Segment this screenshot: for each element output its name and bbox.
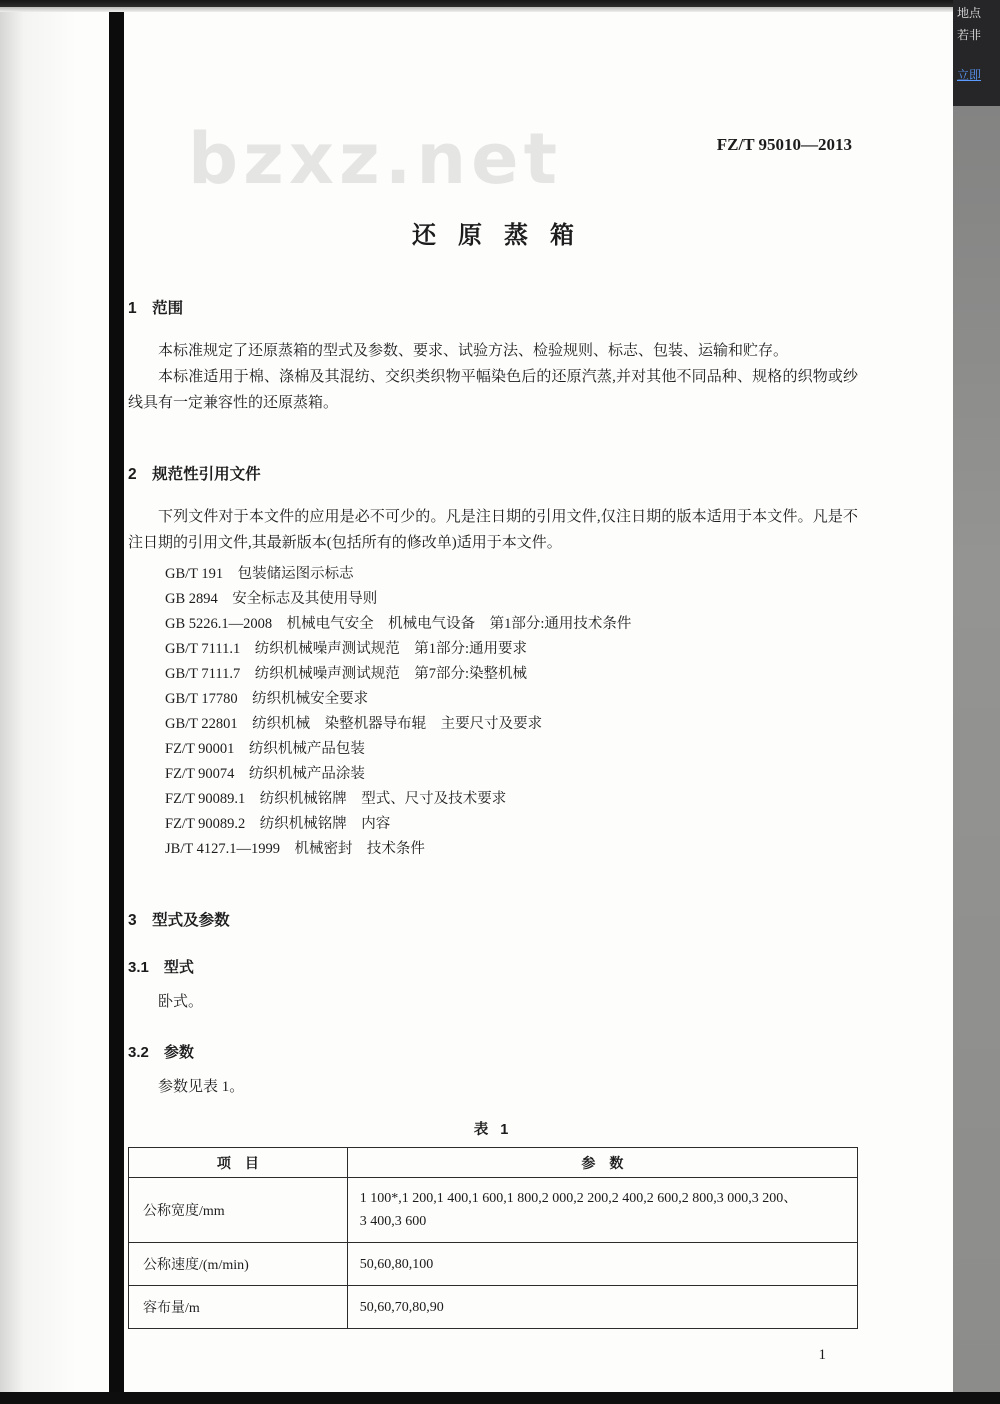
section-3-2-heading: 3.2 参数 <box>128 1044 194 1061</box>
section-3-heading: 3 型式及参数 <box>128 912 230 929</box>
reference-item: FZ/T 90001 纺织机械产品包装 <box>165 741 365 757</box>
table-row <box>129 1286 858 1329</box>
scan-top-streak <box>0 7 953 12</box>
scan-bottom-edge <box>0 1392 1000 1404</box>
watermark: bzxz.net <box>188 118 563 200</box>
section-2-intro: 下列文件对于本文件的应用是必不可少的。凡是注日期的引用文件,仅注日期的版本适用于本文件。凡是不注日期的引用文件,其最新版本(包括所有的修改单)适用于本文件。 <box>128 509 858 551</box>
table-cell-param: 50,60,80,100 <box>347 1243 857 1286</box>
table-header-row <box>129 1148 858 1178</box>
reference-item: GB 2894 安全标志及其使用导则 <box>165 591 378 607</box>
table-cell-item: 公称速度/(m/min) <box>129 1243 348 1286</box>
popup-link[interactable]: 立即 <box>957 68 982 82</box>
table-header-param: 参 数 <box>347 1148 857 1178</box>
popup-text-line-2: 若非 <box>957 28 982 42</box>
scan-right-band <box>953 0 1000 1404</box>
table-cell-param: 1 100*,1 200,1 400,1 600,1 800,2 000,2 200,2 400,2 600,2 800,3 000,3 200、 3 400,3 600 <box>347 1178 857 1243</box>
section-3-2-body: 参数见表 1。 <box>158 1079 245 1095</box>
table-caption: 表 1 <box>473 1122 513 1138</box>
scan-left-margin <box>0 0 109 1404</box>
standard-code: FZ/T 95010—2013 <box>716 135 852 154</box>
document-content <box>128 135 858 1364</box>
parameter-table <box>128 1147 858 1329</box>
section-3-1-body: 卧式。 <box>158 994 204 1010</box>
section-1-paragraph-2: 本标准适用于棉、涤棉及其混纺、交织类织物平幅染色后的还原汽蒸,并对其他不同品种、规格的织物或纱线具有一定兼容性的还原蒸箱。 <box>128 369 858 411</box>
table-row <box>129 1178 858 1243</box>
scan-top-edge <box>0 0 953 7</box>
table-cell-item: 公称宽度/mm <box>129 1178 348 1243</box>
section-1-paragraph-1: 本标准规定了还原蒸箱的型式及参数、要求、试验方法、检验规则、标志、包装、运输和贮存。 <box>158 343 789 359</box>
table-cell-item: 容布量/m <box>129 1286 348 1329</box>
scan-left-black-bar <box>109 4 124 1404</box>
section-1-heading: 1 范围 <box>128 300 184 317</box>
section-3-1-heading: 3.1 型式 <box>128 959 194 976</box>
popup-text-line-1: 地点 <box>957 6 982 20</box>
reference-item: JB/T 4127.1—1999 机械密封 技术条件 <box>165 841 425 857</box>
document-title: 还原蒸箱 <box>412 222 596 249</box>
reference-item: GB 5226.1—2008 机械电气安全 机械电气设备 第1部分:通用技术条件 <box>165 616 632 632</box>
page-number: 1 <box>818 1347 826 1363</box>
popup-overlay <box>953 0 1000 106</box>
table-row <box>129 1243 858 1286</box>
reference-item: GB/T 7111.7 纺织机械噪声测试规范 第7部分:染整机械 <box>165 666 527 682</box>
reference-item: GB/T 22801 纺织机械 染整机器导布辊 主要尺寸及要求 <box>165 716 543 732</box>
reference-item: GB/T 191 包装储运图示标志 <box>165 566 354 582</box>
reference-item: GB/T 7111.1 纺织机械噪声测试规范 第1部分:通用要求 <box>165 641 527 657</box>
table-cell-param: 50,60,70,80,90 <box>347 1286 857 1329</box>
reference-item: FZ/T 90074 纺织机械产品涂装 <box>165 766 365 782</box>
section-2-heading: 2 规范性引用文件 <box>128 466 261 483</box>
reference-item: GB/T 17780 纺织机械安全要求 <box>165 691 369 707</box>
reference-list <box>128 562 858 862</box>
reference-item: FZ/T 90089.1 纺织机械铭牌 型式、尺寸及技术要求 <box>165 791 507 807</box>
table-header-item: 项 目 <box>129 1148 348 1178</box>
reference-item: FZ/T 90089.2 纺织机械铭牌 内容 <box>165 816 391 832</box>
